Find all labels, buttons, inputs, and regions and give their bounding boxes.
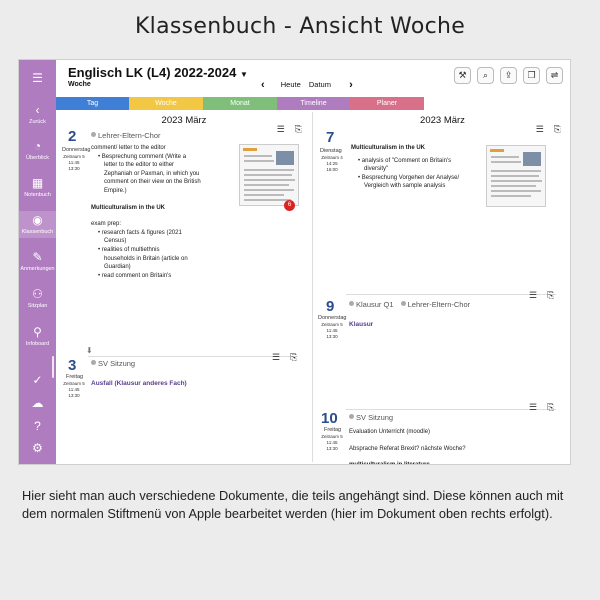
- sidebar-item-label: Sitzplan: [27, 303, 48, 309]
- table-icon: ▦: [31, 176, 44, 190]
- tab-monat[interactable]: Monat: [203, 97, 277, 110]
- main-area: [56, 60, 571, 465]
- day-actions: [526, 124, 561, 135]
- sidebar-item-label: Anmerkungen: [20, 266, 55, 272]
- tab-timeline[interactable]: Timeline: [277, 97, 350, 110]
- month-label: 2023 März: [420, 115, 465, 126]
- attach-icon[interactable]: ⎘: [553, 124, 561, 134]
- attach-icon[interactable]: ⎘: [547, 290, 555, 300]
- sidebar-item-label: Infoboard: [25, 341, 50, 347]
- sidebar-item-label: Überblick: [26, 155, 49, 161]
- sidebar-item-anmerkungen[interactable]: [19, 251, 56, 272]
- week-column-left: [56, 112, 313, 462]
- month-label: 2023 März: [161, 115, 207, 126]
- tools-icon[interactable]: ⚒: [454, 67, 471, 84]
- course-title[interactable]: Englisch LK (L4) 2022-2024 ▼: [68, 65, 248, 80]
- day-number: 10: [321, 410, 338, 427]
- tab-planer[interactable]: Planer: [350, 97, 424, 110]
- share-icon[interactable]: ⇪: [500, 67, 517, 84]
- day-number: 3: [68, 357, 77, 374]
- lesson-content[interactable]: comment/ letter to the editor • Besprechung comment (Write a letter to the editor to either Zephaniah or Paxman, in which you comment on their view on the British Empire.) Multiculturalism in the UK exam prep: • research facts & figures (2021 Census) • realities of multiethnis households in Britain (article on Guardian) • read comment on Britain's: [91, 145, 201, 279]
- day-number: 2: [68, 128, 77, 145]
- attach-icon[interactable]: ⎘: [294, 124, 302, 134]
- sidebar-item-notenbuch[interactable]: [19, 177, 56, 198]
- today-button[interactable]: Heute: [280, 80, 301, 89]
- menu-button[interactable]: [19, 72, 56, 85]
- lesson-note[interactable]: Klausur: [349, 321, 374, 328]
- prev-arrow-icon[interactable]: ‹: [261, 79, 265, 91]
- hamburger-icon: ☰: [32, 71, 43, 85]
- sidebar-item-sitzplan[interactable]: [19, 288, 56, 309]
- sidebar-item-check[interactable]: [19, 374, 56, 387]
- header-toolbar: [448, 65, 563, 84]
- day-name: Donnerstag: [318, 315, 347, 321]
- sidebar-item-infoboard[interactable]: [19, 326, 56, 347]
- day-period: Zeitraum 5 11:45 13:30: [63, 154, 85, 171]
- sidebar-item-ueberblick[interactable]: [19, 140, 56, 161]
- view-subtitle: Woche: [68, 81, 91, 88]
- tab-tag[interactable]: Tag: [56, 97, 129, 110]
- event-tag[interactable]: Lehrer-Eltern-Chor: [91, 131, 161, 140]
- gear-icon: ⚙: [32, 441, 43, 455]
- list-icon[interactable]: ☰: [272, 352, 281, 362]
- next-arrow-icon[interactable]: ›: [349, 79, 353, 91]
- sidebar-item-klassenbuch[interactable]: [19, 211, 56, 238]
- list-icon[interactable]: ☰: [529, 290, 538, 300]
- day-number: 7: [326, 129, 335, 146]
- list-icon[interactable]: ☰: [535, 124, 544, 134]
- copy-icon[interactable]: ❐: [523, 67, 540, 84]
- day-actions: [267, 124, 302, 135]
- app-window: [18, 59, 571, 465]
- sidebar-item-cloud[interactable]: [19, 397, 56, 410]
- sidebar-item-label: Zurück: [29, 119, 46, 125]
- week-column-right: [314, 112, 571, 462]
- event-tags[interactable]: Klausur Q1 Lehrer-Eltern-Chor: [349, 300, 470, 309]
- event-tag[interactable]: SV Sitzung: [91, 359, 135, 368]
- sidebar: [19, 60, 56, 465]
- pencil-icon: ✎: [32, 250, 43, 264]
- attachment-count-badge: 6: [284, 200, 295, 211]
- list-icon[interactable]: ☰: [529, 402, 538, 412]
- day-name: Donnerstag: [62, 147, 91, 153]
- date-navigation: [261, 79, 353, 91]
- day-period: Zeitraum 5 11:45 13:30: [321, 322, 343, 339]
- day-actions: [262, 352, 297, 363]
- attach-icon[interactable]: ⎘: [290, 352, 298, 362]
- sidebar-item-help[interactable]: [19, 420, 56, 433]
- triangle-down-icon: ▼: [239, 70, 248, 79]
- day-period: Zeitraum 5 11:45 13:30: [63, 381, 85, 398]
- day-name: Freitag: [66, 374, 84, 380]
- attach-icon[interactable]: ⎘: [547, 402, 555, 412]
- day-period: Zeitraum 5 11:45 13:30: [321, 434, 343, 451]
- event-tag[interactable]: SV Sitzung: [349, 413, 393, 422]
- tab-woche[interactable]: Woche: [129, 97, 203, 110]
- pin-icon: ⚲: [33, 325, 42, 339]
- toggle-icon[interactable]: ⇌: [546, 67, 563, 84]
- sidebar-item-label: Klassenbuch: [21, 229, 54, 235]
- day-period: Zeitraum 4 14:25 16:00: [321, 155, 343, 172]
- pie-chart-icon: ◔: [33, 139, 42, 153]
- day-name: Dienstag: [320, 148, 342, 154]
- search-icon[interactable]: ⌕: [477, 67, 494, 84]
- day-actions: [519, 290, 554, 301]
- date-button[interactable]: Datum: [308, 80, 331, 89]
- page-title: Klassenbuch - Ansicht Woche: [134, 14, 466, 39]
- cloud-icon: ☁: [31, 396, 44, 410]
- list-icon[interactable]: ☰: [276, 124, 285, 134]
- lesson-content[interactable]: Evaluation Unterricht (moodle) Absprache Referat Brexit? nächste Woche?: [349, 429, 466, 452]
- sidebar-item-settings[interactable]: [19, 442, 56, 455]
- speech-bubble-icon: ◉: [32, 213, 43, 227]
- lesson-note[interactable]: Ausfall (Klausur anderes Fach): [91, 380, 187, 387]
- attached-document-thumbnail[interactable]: [486, 145, 546, 207]
- help-icon: ?: [34, 419, 41, 433]
- people-icon: ⚇: [32, 287, 43, 301]
- day-number: 9: [326, 298, 335, 315]
- caption-text: Hier sieht man auch verschiedene Dokumente, die teils angehängt sind. Diese können auch mit dem normalen Stiftmenü von Apple bearbeitet werden (hier im Dokument oben rechts erfolgt).: [22, 488, 564, 521]
- sidebar-item-zurueck[interactable]: [19, 104, 56, 125]
- attached-document-thumbnail[interactable]: [239, 144, 299, 206]
- back-arrow-icon: ‹: [35, 103, 40, 117]
- check-circle-icon: ✓: [32, 373, 43, 387]
- sidebar-item-label: Notenbuch: [24, 192, 51, 198]
- move-down-arrow-icon[interactable]: ⬇: [86, 346, 93, 355]
- lesson-content[interactable]: Multiculturalism in the UK • analysis of "Comment on Britain's diversity" • Besprechung Vorgehen der Analyse/ Vergleich with sample analysis: [351, 145, 460, 190]
- day-name: Freitag: [324, 427, 342, 433]
- day-actions: [519, 402, 554, 413]
